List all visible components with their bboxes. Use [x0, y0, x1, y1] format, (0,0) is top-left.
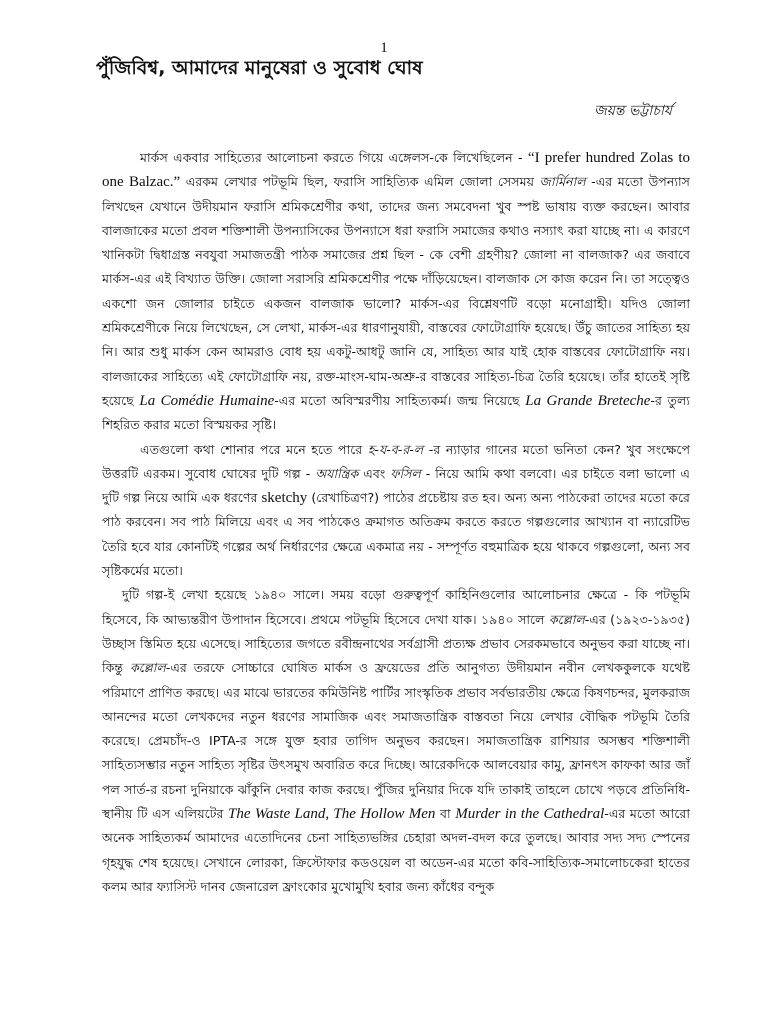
p3-text-5: -এর মতো আরো অনেক সাহিত্যকর্ম আমাদের এতোদিনের চেনা সাহিত্যভঙ্গির চেহারা অদল-বদল করে তুলছে। আবার সদ্য সদ্য স্পেনের গৃহযুদ্ধ শেষ হয়েছে। সেখানে লোরকা, ক্রিস্টোফার কডওয়েল বা অডেন-এর মতো কবি-সাহিত্যিক-সমালোচকেরা হাতের কলম আর ফ্যাসিস্ট দানব জেনারেল ফ্রাংকোর মুখোমুখি হবার জন্য কাঁধের বন্দুক [102, 806, 690, 894]
paragraph-3 [102, 583, 690, 899]
p3-text-3: -এর তরফে সোচ্চারে ঘোষিত মার্কস ও ফ্রয়েডের প্রতি আনুগত্য উদীয়মান নবীন লেখককুলকে যথেষ্ট পরিমাণে প্রাণিত করছে। এর মাঝে ভারতের কমিউনিষ্ট পার্টির সাংস্কৃতিক প্রভাব সর্বভারতীয় ক্ষেত্রে কিষণচন্দর, মুলকরাজ আনন্দের মতো লেখকদের নতুন ধরণের সামাজিক এবং সমাজতান্ত্রিক বাস্তবতা নিয়ে লেখার বৌদ্ধিক পটভূমি তৈরি করেছে। প্রেমচাঁদ-ও IPTA-র সঙ্গে যুক্ত হবার তাগিদ অনুভব করছেন। সমাজতান্ত্রিক রাশিয়ার অসম্ভব শক্তিশালী সাহিত্যসম্ভার নতুন সাহিত্য সৃষ্টির উৎসমুখ অবারিত করে দিচ্ছে। আরেকদিকে আলবেয়ার কামু, ফ্রানৎস কাফকা আর জাঁ পল সার্ত-র রচনা দুনিয়াকে ঝাঁকুনি দেবার কাজ করছে। পুঁজির দুনিয়ার দিকে যদি তাকাই তাহলে চোখে পড়বে প্রতিনিধি-স্থানীয় টি এস এলিয়টের [102, 660, 690, 822]
p1-text-5: -র তুল্য শিহরিত করার মতো বিস্ময়কর সৃষ্টি। [102, 392, 690, 433]
p1-text-4: -এর মতো অবিস্মরণীয় সাহিত্যকর্ম। জন্ম নিয়েছে [274, 392, 526, 408]
p1-quote: “I prefer hundred Zolas to one Balzac.” [102, 150, 690, 191]
p3-text-1: দুটি গল্প-ই লেখা হয়েছে ১৯৪০ সালে। সময় বড়ো গুরুত্বপূর্ণ কাহিনিগুলোর আলোচনার ক্ষেত্রে - কি পটভূমি হিসেবে, কি আভ্যন্তরীণ উপাদান হিসেবে। প্রথমে পটভূমি হিসেবে দেখা যাক। ১৯৪০ সালে [102, 587, 690, 627]
article-title: পুঁজিবিশ্ব, আমাদের মানুষেরা ও সুবোধ ঘোষ [96, 57, 423, 79]
article-body [102, 146, 690, 899]
p3-comma: , [325, 806, 334, 823]
p3-waste-land: The Waste Land [228, 806, 326, 823]
p1-text-3: -এর মতো উপন্যাস লিখছেন যেখানে উদীয়মান ফরাসি শ্রমিকশ্রেণীর কথা, তাদের জন্য সমবেদনা খুব স্পষ্ট ভাষায় ব্যক্ত করছেন। আবার বালজাকের মতো প্রবল শক্তিশালী উপন্যাসিকের উপন্যাসে ধরা ফরাসি সমাজের কথাও নস্যাৎ করা যাচ্ছে না। এ কারণে খানিকটা দ্বিধাগ্রস্ত নবযুবা সমাজতন্ত্রী পাঠক সমাজের প্রশ্ন ছিল - কে বেশী গ্রহণীয়? জোলা না বালজাক? এর জবাবে মার্কস-এর এই বিখ্যাত উক্তি। জোলা সরাসরি শ্রমিকশ্রেণীর পক্ষে দাঁড়িয়েছেন। বালজাক সে কাজ করেন নি। তা সত্ত্বেও একশো জন জোলার চাইতে একজন বালজাক ভালো? মার্কস-এর বিশ্লেষণটি বড়ো মনোগ্রাহী। যদিও জোলা শ্রমিকশ্রেণীকে নিয়ে লিখেছেন, সে লেখা, মার্কস-এর ধারণানুযায়ী, বাস্তবের ফোটোগ্রাফি হয়েছে। উঁচু জাতের সাহিত্য হয় নি। আর শুধু মার্কস কেন আমরাও বোধ হয় একটু-আধটু জানি যে, সাহিত্য আর যাই হোক বাস্তবের ফোটোগ্রাফি নয়। বালজাকের সাহিত্যে এই ফোটোগ্রাফি নয়, রক্ত-মাংস-ঘাম-অশ্রু-র বাস্তবের সাহিত্য-চিত্র তৈরি হয়েছে। তাঁর হাতেই সৃষ্টি হয়েছে [102, 174, 690, 408]
p1-grande-breteche: La Grande Breteche [525, 392, 651, 409]
p2-text-3: এবং [358, 465, 391, 481]
p2-sketchy: sketchy [261, 490, 308, 507]
p2-text-2: -র ন্যাড়ার গানের মতো ভনিতা কেন? খুব সংক্ষেপে উত্তরটি এরকম। সুবোধ ঘোষের দুটি গল্প - [102, 441, 690, 481]
p3-text-4: বা [435, 806, 456, 822]
p2-hajabarala: হ-য-ব-র-ল [367, 441, 424, 457]
p3-kallol-2: কল্লোল [129, 660, 166, 676]
page-number: 1 [380, 40, 388, 56]
p2-fossil: ফসিল [390, 465, 421, 481]
p1-germinal: জার্মিনাল [539, 174, 586, 190]
p3-kallol-1: কল্লোল [548, 611, 585, 627]
p3-text-2: -এর (১৯২৩-১৯৩৫) উচ্ছাস স্তিমিত হয়ে এসেছে। সাহিত্যের জগতে রবীন্দ্রনাথের সর্বগ্রাসী প্রত্যক্ষ প্রভাব সেরকমভাবে অনুভব করা যাচ্ছে না। কিন্তু [102, 611, 690, 676]
p2-text-1: এতগুলো কথা শোনার পরে মনে হতে পারে [140, 441, 368, 457]
paragraph-2 [102, 438, 690, 584]
p3-hollow-men: The Hollow Men [333, 806, 436, 823]
paragraph-1 [102, 146, 690, 438]
p3-murder-cathedral: Murder in the Cathedral [455, 806, 605, 823]
author-name: জয়ন্ত ভট্টাচার্য [594, 103, 672, 119]
p1-text-1: মার্কস একবার সাহিত্যের আলোচনা করতে গিয়ে এঙ্গেলস-কে লিখেছিলেন - [140, 150, 528, 165]
p2-ajantrik: অযান্ত্রিক [315, 465, 359, 481]
p2-text-5: (রেখাচিত্রণ?) পাঠের প্রচেষ্টায় রত হব। অন্য অন্য পাঠকেরা তাদের মতো করে পাঠ করবেন। সব পাঠ মিলিয়ে এবং এ সব পাঠকেও ক্রমাগত অতিক্রম করতে করতে গল্পগুলোর আখ্যান বা ন্যারেটিভ তৈরি হবে যার কোনটিই গল্পের অর্থ নির্ধারণের ক্ষেত্রে একমাত্র নয় - সম্পূর্ণত বহুমাত্রিক হয়ে থাকবে গল্পগুলো, অন্য সব সৃষ্টিকর্মের মতো। [102, 490, 690, 579]
p2-text-4: - নিয়ে আমি কথা বলবো। এর চাইতে বলা ভালো এ দুটি গল্প নিয়ে আমি এক ধরণের [102, 465, 690, 506]
p1-text-2: এরকম লেখার পটভূমি ছিল, ফরাসি সাহিত্যিক এমিল জোলা সেসময় [180, 174, 540, 190]
p1-comedie-humaine: La Comédie Humaine [139, 392, 275, 409]
